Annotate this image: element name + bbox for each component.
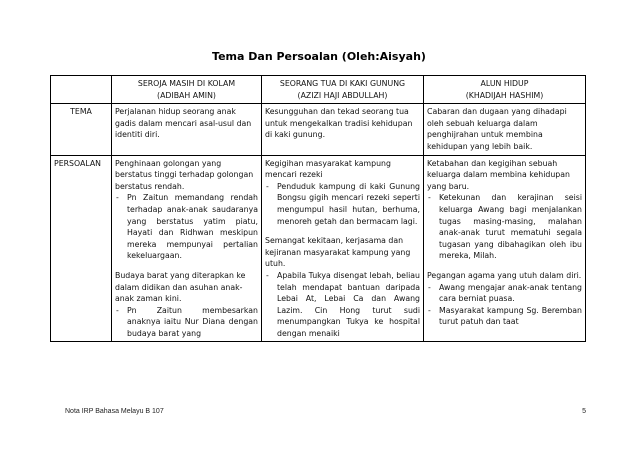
header-seroja-text: SEROJA MASIH DI KOLAM (ADIBAH AMIN): [137, 79, 236, 100]
list-item: - Pn Zaitun memandang rendah terhadap anak-anak saudaranya yang berstatus yatim piatu, Hayati dan Ridhwan meskipun mereka mempunyai pertalian kekeluargaan.: [115, 192, 258, 262]
list-item: - Masyarakat kampung Sg. Beremban turut patuh dan taat: [427, 305, 582, 328]
header-orang-tua-text: SEORANG TUA DI KAKI GUNUNG (AZIZI HAJI ABDULLAH): [279, 79, 406, 100]
persoalan-orang-tua-point-1: Kegigihan masyarakat kampung mencari rezeki: [265, 158, 391, 180]
persoalan-alun-hidup-list-2: [427, 282, 582, 328]
persoalan-alun-hidup: [424, 155, 586, 342]
header-alun-hidup: [424, 76, 586, 104]
page-footer: [65, 408, 586, 415]
theme-issues-table: [50, 75, 586, 342]
tema-alun-hidup-text: Cabaran dan dugaan yang dihadapi oleh sebuah keluarga dalam penghijrahan untuk membina kehidupan yang lebih baik.: [427, 107, 567, 151]
tema-orang-tua: [262, 104, 424, 155]
persoalan-orang-tua-list-1: [265, 181, 420, 227]
persoalan-row: [51, 155, 586, 342]
persoalan-label: PERSOALAN: [51, 155, 112, 342]
page-number: 5: [582, 408, 586, 415]
list-item: - Awang mengajar anak-anak tentang cara berniat puasa.: [427, 282, 582, 305]
persoalan-alun-hidup-list-1: [427, 192, 582, 262]
header-orang-tua: [262, 76, 424, 104]
persoalan-orang-tua-point-2: Semangat kekitaan, kerjasama dan kejiranan masyarakat kampung yang utuh.: [265, 236, 411, 269]
persoalan-seroja-list-2: [115, 305, 258, 340]
tema-alun-hidup: [424, 104, 586, 155]
header-seroja: [112, 76, 262, 104]
tema-label: TEMA: [51, 104, 112, 155]
page-title: Tema Dan Persoalan (Oleh:Aisyah): [212, 50, 426, 63]
persoalan-seroja-point-1: Penghinaan golongan yang berstatus tinggi terhadap golongan berstatus rendah.: [115, 158, 254, 191]
footer-note: Nota IRP Bahasa Melayu B 107: [65, 408, 164, 415]
list-item: - Penduduk kampung di kaki Gunung Bongsu gigih mencari rezeki seperti mengumpul hasil hutan, berhuma, menoreh getah dan bermacam lagi.: [265, 181, 420, 227]
header-empty-cell: [51, 76, 112, 104]
persoalan-seroja-point-2: Budaya barat yang diterapkan ke dalam didikan dan asuhan anak-anak zaman kini.: [115, 270, 246, 304]
tema-seroja-text: Perjalanan hidup seorang anak gadis dalam mencari asal-usul dan identiti diri.: [115, 107, 252, 140]
tema-orang-tua-text: Kesungguhan dan tekad seorang tua untuk mengekalkan tradisi kehidupan di kaki gunung.: [265, 107, 413, 140]
persoalan-seroja-list-1: [115, 192, 258, 262]
tema-row: [51, 104, 586, 155]
list-item: - Ketekunan dan kerajinan seisi keluarga Awang bagi menjalankan tugas masing-masing, malahan anak-anak turut mematuhi segala tugasan yang dibahagikan oleh ibu mereka, Milah.: [427, 192, 582, 262]
persoalan-orang-tua-list-2: [265, 270, 420, 340]
list-item: - Apabila Tukya disengat lebah, beliau telah mendapat bantuan daripada Lebai At, Lebai Ca dan Awang Lazim. Cin Hong turut sudi menumpangkan Tukya ke hospital dengan menaiki: [265, 270, 420, 340]
persoalan-alun-hidup-point-1: Ketabahan dan kegigihan sebuah keluarga dalam membina kehidupan yang baru.: [427, 158, 570, 191]
persoalan-seroja: [112, 155, 262, 342]
header-alun-hidup-text: ALUN HIDUP (KHADIJAH HASHIM): [465, 79, 544, 100]
header-row: [51, 76, 586, 104]
persoalan-orang-tua: [262, 155, 424, 342]
tema-seroja: [112, 104, 262, 155]
list-item: - Pn Zaitun membesarkan anaknya iaitu Nur Diana dengan budaya barat yang: [115, 305, 258, 340]
persoalan-alun-hidup-point-2: Pegangan agama yang utuh dalam diri.: [427, 270, 582, 280]
